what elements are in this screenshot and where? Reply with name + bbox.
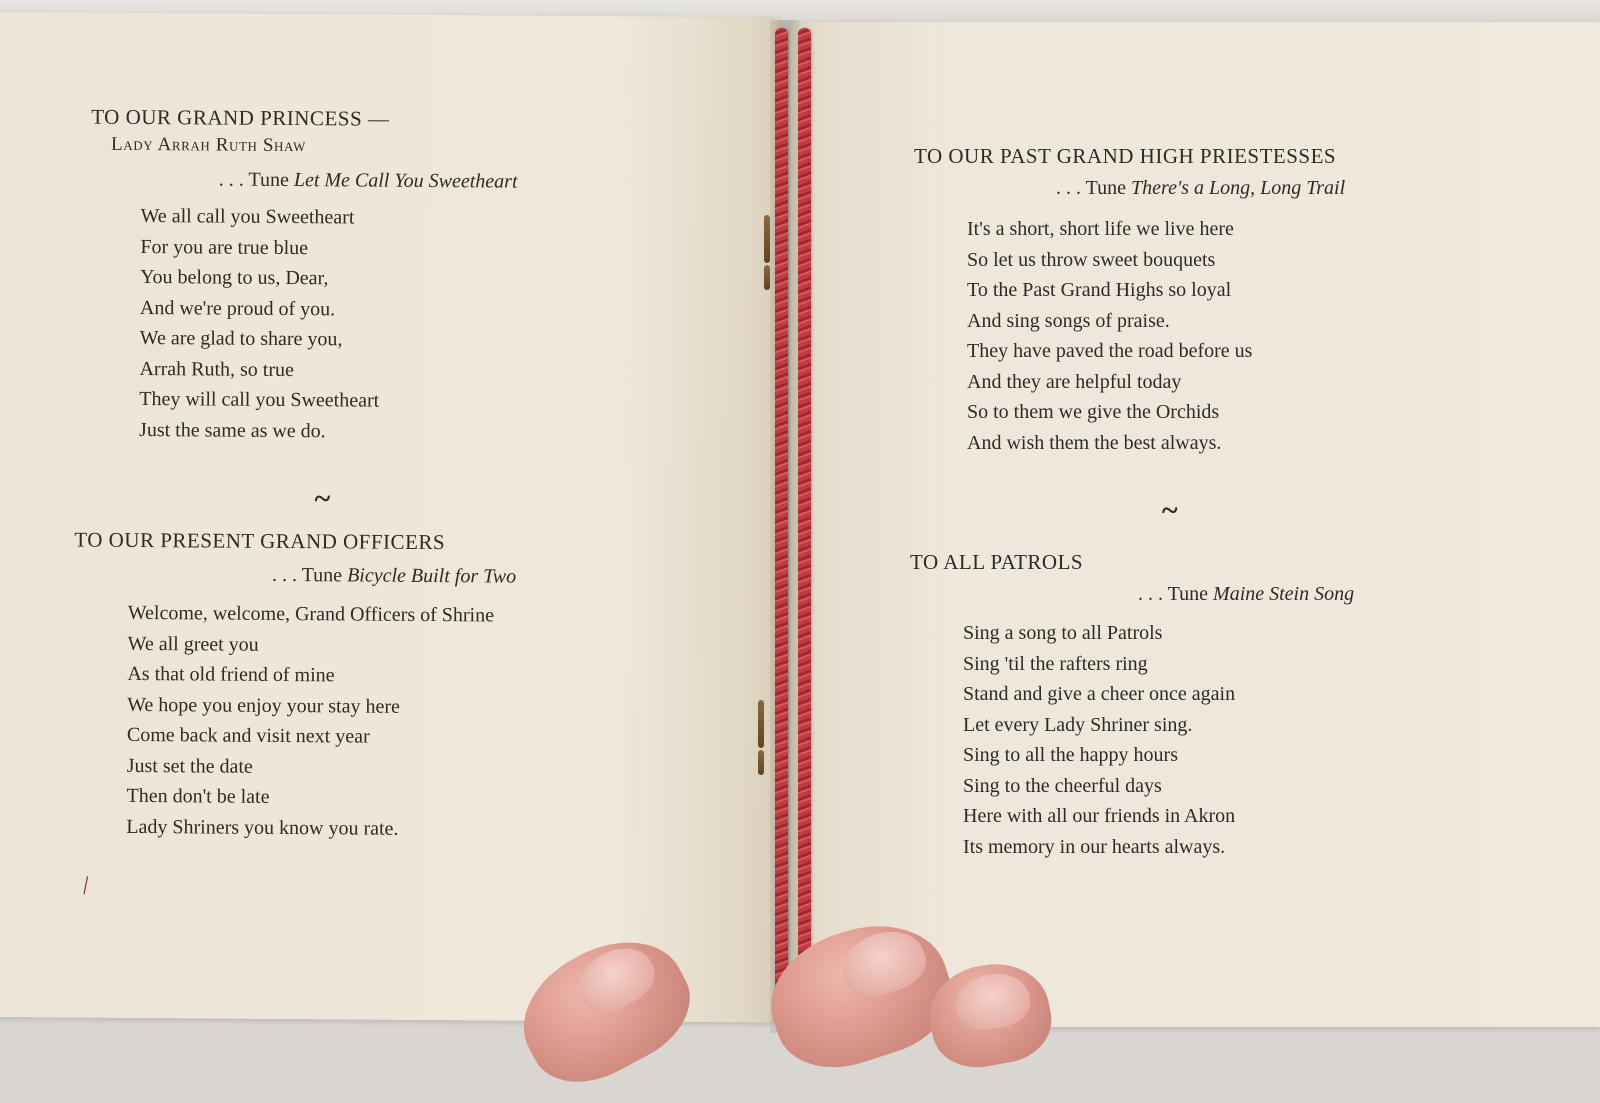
lyric-line: So to them we give the Orchids — [967, 401, 1220, 423]
tune-prefix: . . . Tune — [1138, 583, 1214, 605]
tune-prefix: . . . Tune — [272, 563, 348, 587]
lyric-line: Just set the date — [126, 754, 253, 778]
lyric-line: And we're proud of you. — [139, 296, 336, 320]
paper-stain-mark: \ — [75, 870, 97, 900]
tune-prefix: . . . Tune — [1056, 177, 1132, 199]
section-heading: TO OUR GRAND PRINCESS — — [91, 104, 390, 131]
lyric-line: Sing to all the happy hours — [963, 744, 1178, 766]
lyric-line: Welcome, welcome, Grand Officers of Shrine — [127, 601, 495, 627]
section-subheading: Lady Arrah Ruth Shaw — [111, 133, 306, 157]
lyric-line: We are glad to share you, — [139, 326, 343, 351]
lyric-line: As that old friend of mine — [127, 662, 335, 687]
lyric-line: And sing songs of praise. — [967, 309, 1170, 332]
binding-cord-right — [798, 28, 811, 1018]
section-heading: TO OUR PRESENT GRAND OFFICERS — [74, 527, 446, 555]
lyric-line: So let us throw sweet bouquets — [967, 248, 1216, 271]
tune-line — [219, 169, 518, 194]
lyric-line: Here with all our friends in Akron — [963, 805, 1236, 827]
staple-bottom-rust — [758, 750, 764, 775]
lyric-line: Just the same as we do. — [139, 418, 326, 442]
flourish-divider: ~ — [314, 482, 331, 516]
lyrics-list — [963, 618, 1354, 862]
lyric-line: They have paved the road before us — [967, 340, 1253, 362]
lyric-line: Stand and give a cheer once again — [963, 683, 1236, 705]
tune-name: Bicycle Built for Two — [347, 564, 517, 588]
tune-name: There's a Long, Long Trail — [1131, 177, 1346, 199]
tune-prefix: . . . Tune — [218, 168, 294, 192]
lyric-line: Lady Shriners you know you rate. — [126, 815, 399, 840]
binding-cord-left — [775, 28, 788, 1018]
section-all-patrols — [910, 550, 1354, 862]
left-page — [0, 12, 780, 1022]
lyric-line: And wish them the best always. — [967, 431, 1222, 454]
lyrics-list — [139, 201, 517, 448]
lyrics-list — [967, 214, 1345, 458]
lyrics-list — [126, 598, 516, 845]
lyric-line: Sing 'til the rafters ring — [963, 652, 1148, 675]
section-heading: TO ALL PATROLS — [910, 550, 1084, 574]
lyric-line: Sing to the cheerful days — [963, 774, 1162, 797]
right-page — [790, 22, 1600, 1027]
fingernail — [952, 968, 1034, 1034]
section-heading: TO OUR PAST GRAND HIGH PRIESTESSES — [914, 144, 1337, 168]
lyric-line: They will call you Sweetheart — [139, 387, 380, 412]
lyric-line: Arrah Ruth, so true — [139, 357, 295, 381]
tune-name: Let Me Call You Sweetheart — [293, 169, 518, 193]
lyric-line: It's a short, short life we live here — [967, 218, 1234, 240]
lyric-line: Let every Lady Shriner sing. — [963, 713, 1193, 736]
lyric-line: And they are helpful today — [967, 370, 1182, 393]
tune-line — [1056, 177, 1345, 200]
staple-top — [764, 215, 770, 263]
section-past-grand-high-priestesses — [914, 144, 1345, 458]
tune-line — [1138, 583, 1354, 606]
staple-bottom — [758, 700, 764, 748]
lyric-line: To the Past Grand Highs so loyal — [967, 279, 1232, 301]
fingernail — [834, 922, 932, 1005]
lyric-line: We all greet you — [127, 632, 259, 656]
lyric-line: Sing a song to all Patrols — [963, 622, 1163, 644]
tune-line — [272, 564, 516, 589]
lyric-line: Its memory in our hearts always. — [963, 835, 1226, 858]
lyric-line: Then don't be late — [126, 784, 270, 808]
lyric-line: We all call you Sweetheart — [140, 204, 355, 229]
flourish-divider: ~ — [1162, 494, 1178, 527]
section-grand-princess — [89, 105, 518, 448]
section-present-grand-officers — [72, 528, 516, 845]
staple-top-rust — [764, 265, 770, 290]
lyric-line: We hope you enjoy your stay here — [127, 693, 401, 718]
lyric-line: You belong to us, Dear, — [140, 265, 329, 290]
lyric-line: For you are true blue — [140, 235, 309, 259]
lyric-line: Come back and visit next year — [126, 723, 370, 748]
tune-name: Maine Stein Song — [1213, 583, 1355, 605]
